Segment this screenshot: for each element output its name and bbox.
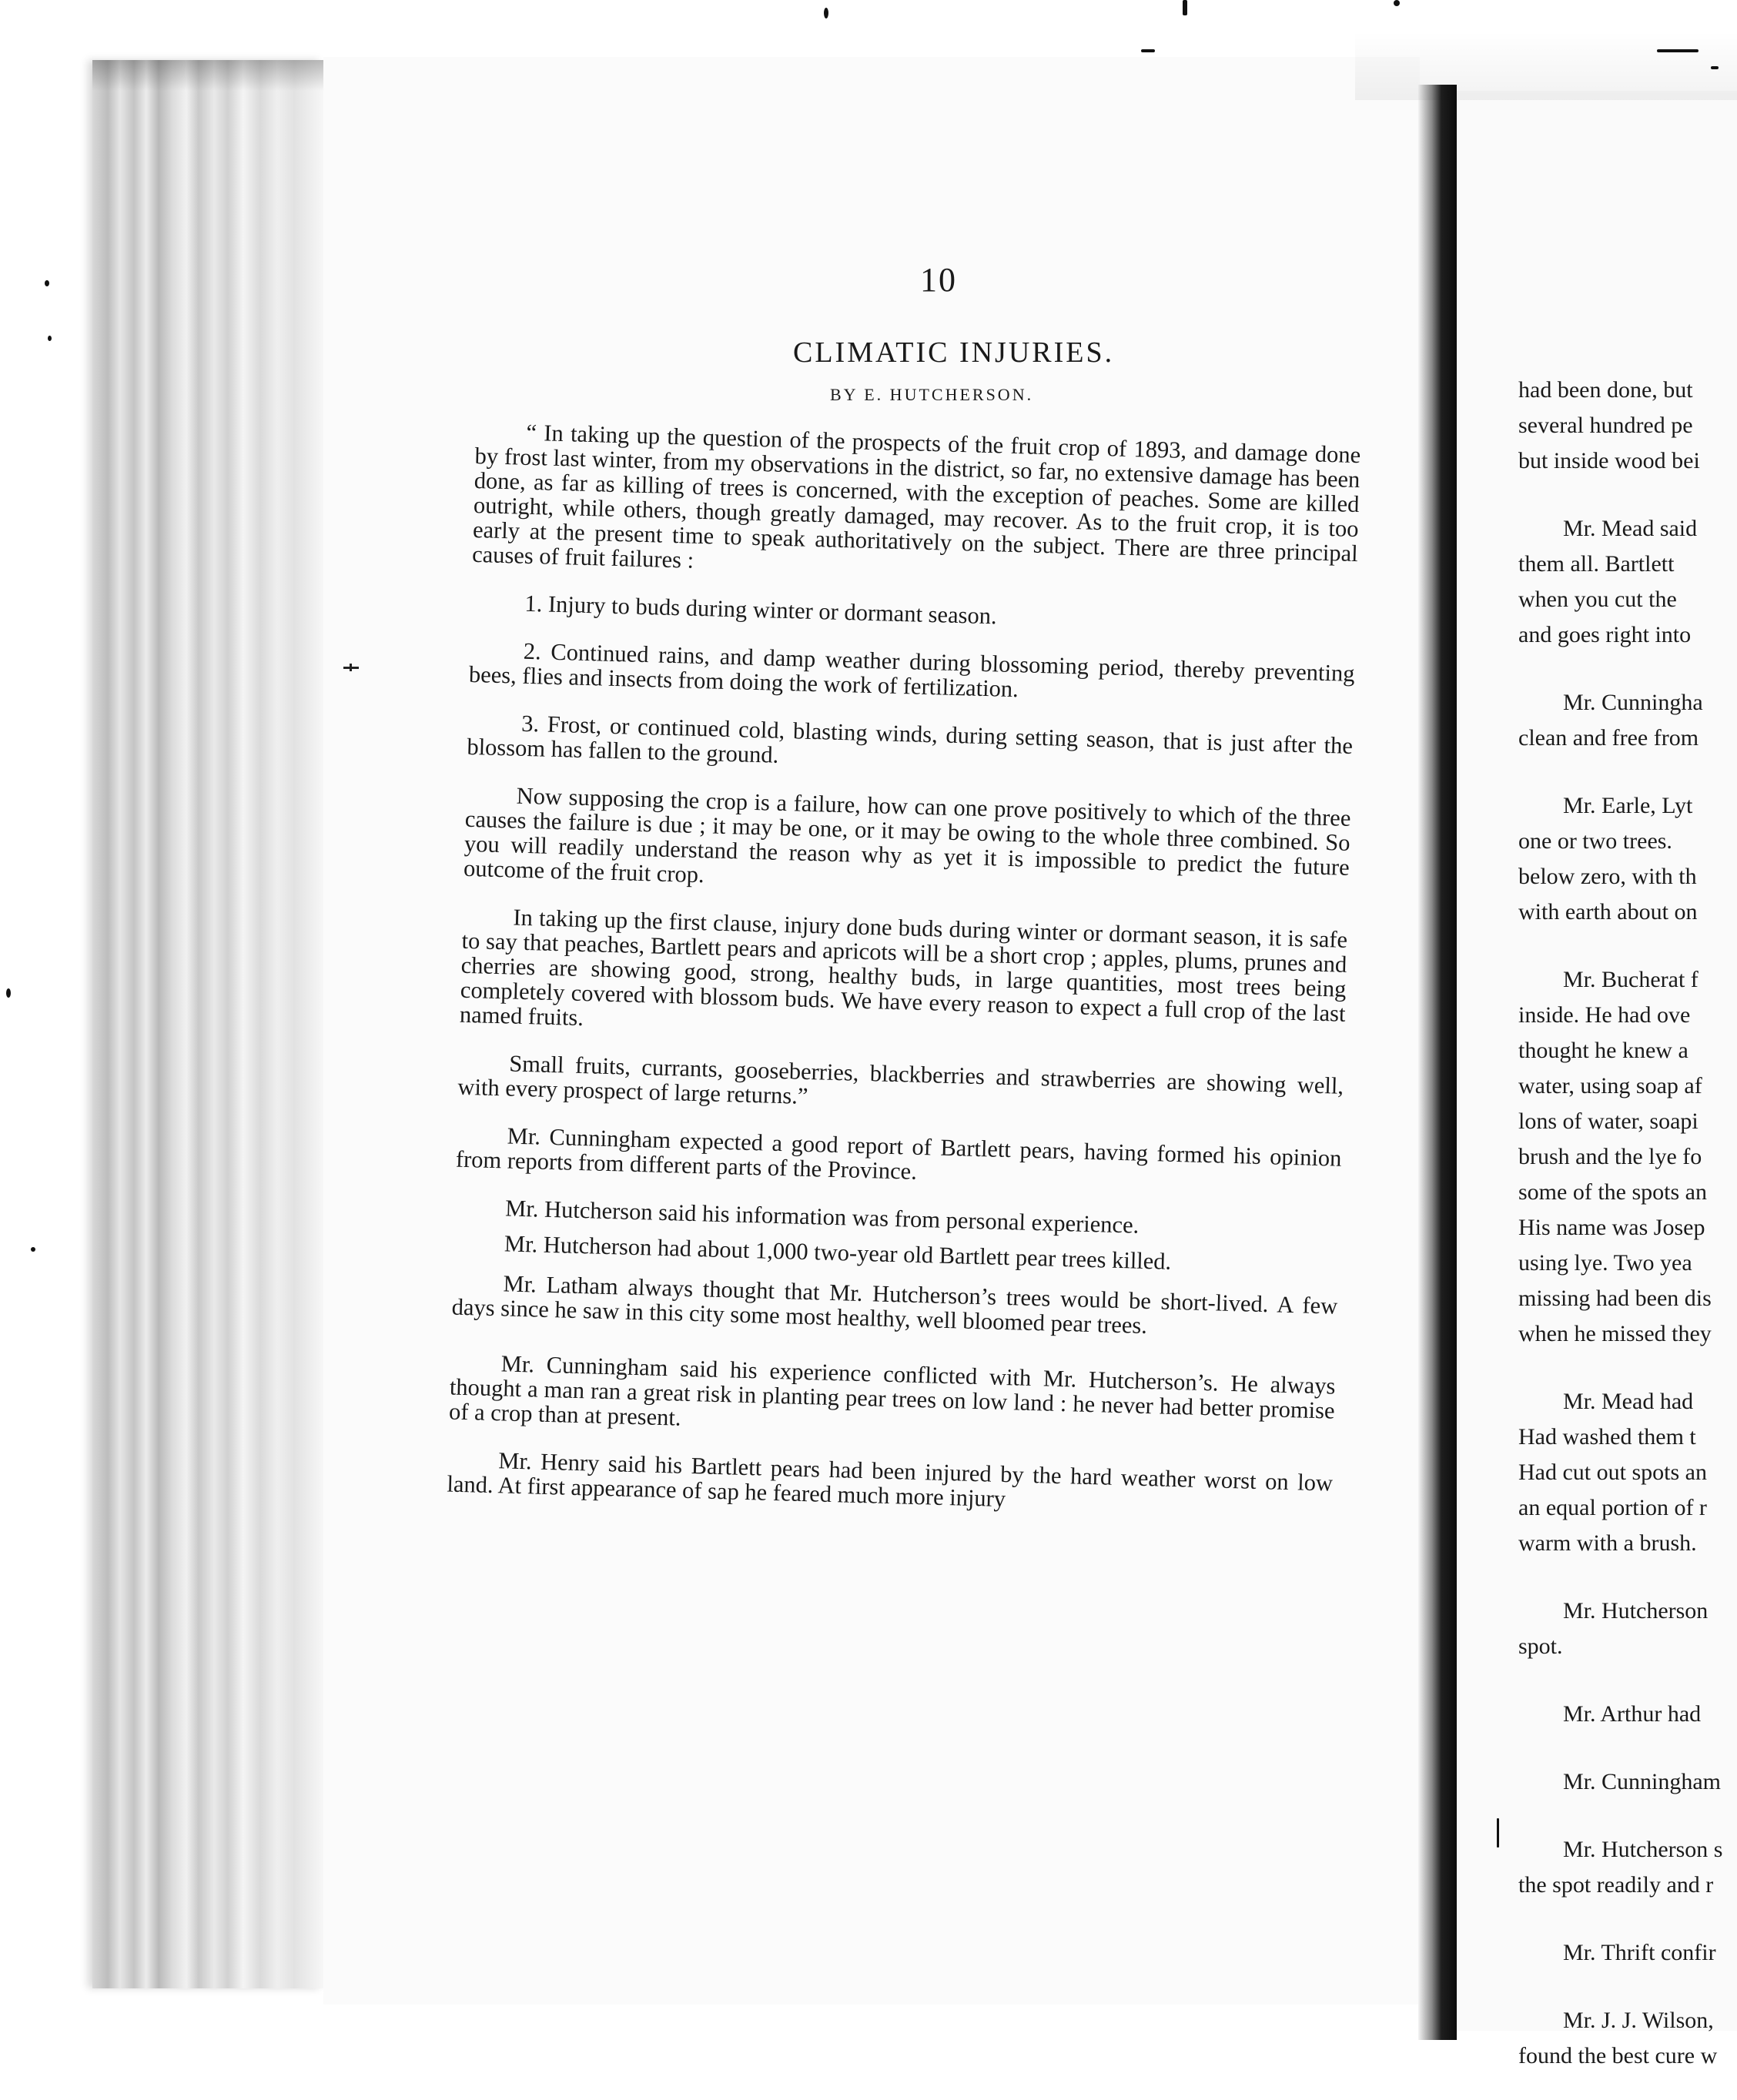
right-page-line: Mr. Hutcherson s	[1563, 1837, 1723, 1862]
right-page-line: spot.	[1518, 1634, 1563, 1659]
scan-speck	[1497, 1818, 1499, 1848]
paragraph-gap	[1518, 479, 1737, 511]
right-page-line: water, using soap af	[1518, 1073, 1702, 1098]
paragraph: Mr. Latham always thought that Mr. Hutcherson’s trees would be short-lived. A few days since he saw in this city some most healthy, well bloomed pear trees.	[451, 1270, 1338, 1339]
right-page-line: clean and free from	[1518, 725, 1699, 751]
scan-speck	[48, 336, 52, 341]
right-page-line: an equal portion of r	[1518, 1495, 1707, 1520]
right-page-line: below zero, with th	[1518, 864, 1697, 889]
paragraph-gap	[1518, 1732, 1737, 1764]
right-page-line: Mr. Cunningham	[1563, 1769, 1722, 1794]
paragraph: In taking up the first clause, injury done buds during winter or dormant season, it is safe to say that peaches, Bartlett pears and apricots will be a short crop ; apples, plums, prunes and cherries are showing good, strong, healthy buds, in large quantities, most trees being completely covered with blossom buds. We have every reason to expect a full crop of the last named fruits.	[459, 904, 1348, 1032]
right-page-line: using lye. Two yea	[1518, 1250, 1692, 1276]
scan-speck	[6, 988, 11, 998]
right-page-line: Mr. Cunningha	[1563, 690, 1703, 715]
right-page-line: Mr. Arthur had	[1563, 1701, 1702, 1727]
right-page-line: Mr. Mead had	[1563, 1389, 1694, 1414]
paragraph: Now supposing the crop is a failure, how can one prove positively to which of the three causes the failure is due ; it may be one, or it may be owing to the whole three combined. So you will readily understand the reason why as yet it is impossible to predict the future outcome of the fruit crop.	[463, 782, 1351, 888]
right-page-line: missing had been dis	[1518, 1286, 1712, 1311]
right-page-line: and goes right into	[1518, 622, 1692, 647]
right-page-line: them all. Bartlett	[1518, 551, 1675, 577]
list-item-cause-3: 3. Frost, or continued cold, blasting winds, during setting season, that is just after the blossom has fallen to the ground.	[467, 710, 1354, 768]
paragraph-gap	[1518, 1800, 1737, 1832]
article-title: CLIMATIC INJURIES.	[793, 336, 1115, 369]
right-page-line: Had cut out spots an	[1518, 1460, 1707, 1485]
right-page-line: Mr. Mead said	[1563, 516, 1698, 541]
right-page-line: Mr. J. J. Wilson,	[1563, 2008, 1714, 2033]
right-page-line: when you cut the	[1518, 587, 1677, 612]
right-page-line: inside. He had ove	[1518, 1002, 1691, 1028]
right-page-line: thought he knew a	[1518, 1038, 1688, 1063]
page-stack-edges	[92, 60, 323, 1988]
right-page-line: Mr. Bucherat f	[1563, 967, 1699, 992]
right-page-line: found the best cure w	[1518, 2043, 1718, 2068]
right-page-line: some of the spots an	[1518, 1179, 1707, 1205]
paragraph: Mr. Cunningham expected a good report of Bartlett pears, having formed his opinion from reports from different parts of the Province.	[455, 1122, 1342, 1185]
right-page-line: warm with a brush.	[1518, 1530, 1697, 1556]
paragraph-gap	[1518, 756, 1737, 788]
right-page-line: lons of water, soapi	[1518, 1109, 1699, 1134]
right-page-line: Mr. Hutcherson	[1563, 1598, 1709, 1623]
book-gutter	[1418, 85, 1457, 2040]
scan-speck	[45, 280, 49, 286]
right-page-line: Had washed them t	[1518, 1424, 1696, 1450]
scan-speck	[824, 8, 828, 18]
scan-speck	[1711, 66, 1719, 69]
paragraph: Mr. Cunningham said his experience conflicted with Mr. Hutcherson’s. He always thought a man ran a great risk in planting pear trees on low land : he never had better promise of a crop than at present.	[448, 1350, 1336, 1431]
list-item-cause-2: 2. Continued rains, and damp weather during blossoming period, thereby preventing bees, flies and insects from doing the work of fertilization.	[468, 637, 1355, 703]
right-page-line: brush and the lye fo	[1518, 1144, 1702, 1169]
list-item-cause-1: 1. Injury to buds during winter or dormant season.	[524, 590, 998, 630]
scan-speck	[1141, 49, 1155, 52]
right-page-line: several hundred pe	[1518, 413, 1693, 438]
right-page-line: had been done, but	[1518, 377, 1693, 403]
paragraph: Mr. Hutcherson said his information was from personal experience.	[504, 1195, 1140, 1239]
scan-speck	[31, 1247, 35, 1252]
paragraph-intro: “ In taking up the question of the prospects of the fruit crop of 1893, and damage done by frost last winter, from my observations in the district, so far, no extensive damage has been done, as far as killing of trees is concerned, with the exception of peaches. Some are killed outright, while others, though greatly damaged, may recover. As to the fruit crop, it is too early at the present time to speak authoritatively on the subject. There are three principal causes of fruit failures :	[471, 419, 1361, 573]
paragraph: Mr. Hutcherson had about 1,000 two-year old Bartlett pear trees killed.	[504, 1230, 1172, 1275]
paragraph-gap	[1518, 1971, 1737, 2003]
paragraph: Mr. Henry said his Bartlett pears had been injured by the hard weather worst on low land. At first appearance of sap he feared much more injury	[447, 1447, 1334, 1513]
article-body	[446, 419, 1360, 1543]
paragraph: Small fruits, currants, gooseberries, blackberries and strawberries are showing well, with every prospect of large returns.”	[457, 1050, 1344, 1109]
top-shadow	[1355, 31, 1737, 100]
scan-speck	[1657, 49, 1699, 52]
right-page-line: one or two trees.	[1518, 828, 1672, 854]
right-page-line: the spot readily and r	[1518, 1872, 1714, 1898]
right-page-line: with earth about on	[1518, 899, 1698, 925]
paragraph-gap	[1518, 1352, 1737, 1384]
right-page-line: His name was Josep	[1518, 1215, 1705, 1240]
scan-speck	[1394, 0, 1400, 6]
paragraph-gap	[1518, 1903, 1737, 1935]
article-byline: BY E. HUTCHERSON.	[830, 385, 1034, 404]
right-page-line: Mr. Thrift confir	[1563, 1940, 1716, 1965]
scan-speck	[1183, 0, 1187, 15]
right-page-text	[1518, 373, 1737, 2074]
page-number: 10	[920, 261, 957, 299]
paragraph-gap	[1518, 1561, 1737, 1593]
paragraph-gap	[1518, 930, 1737, 962]
right-page-line: but inside wood bei	[1518, 448, 1700, 473]
paragraph-gap	[1518, 1664, 1737, 1697]
paragraph-gap	[1518, 653, 1737, 685]
right-page-line: Mr. Earle, Lyt	[1563, 793, 1693, 818]
right-page-line: when he missed they	[1518, 1321, 1712, 1346]
margin-mark	[350, 664, 352, 671]
